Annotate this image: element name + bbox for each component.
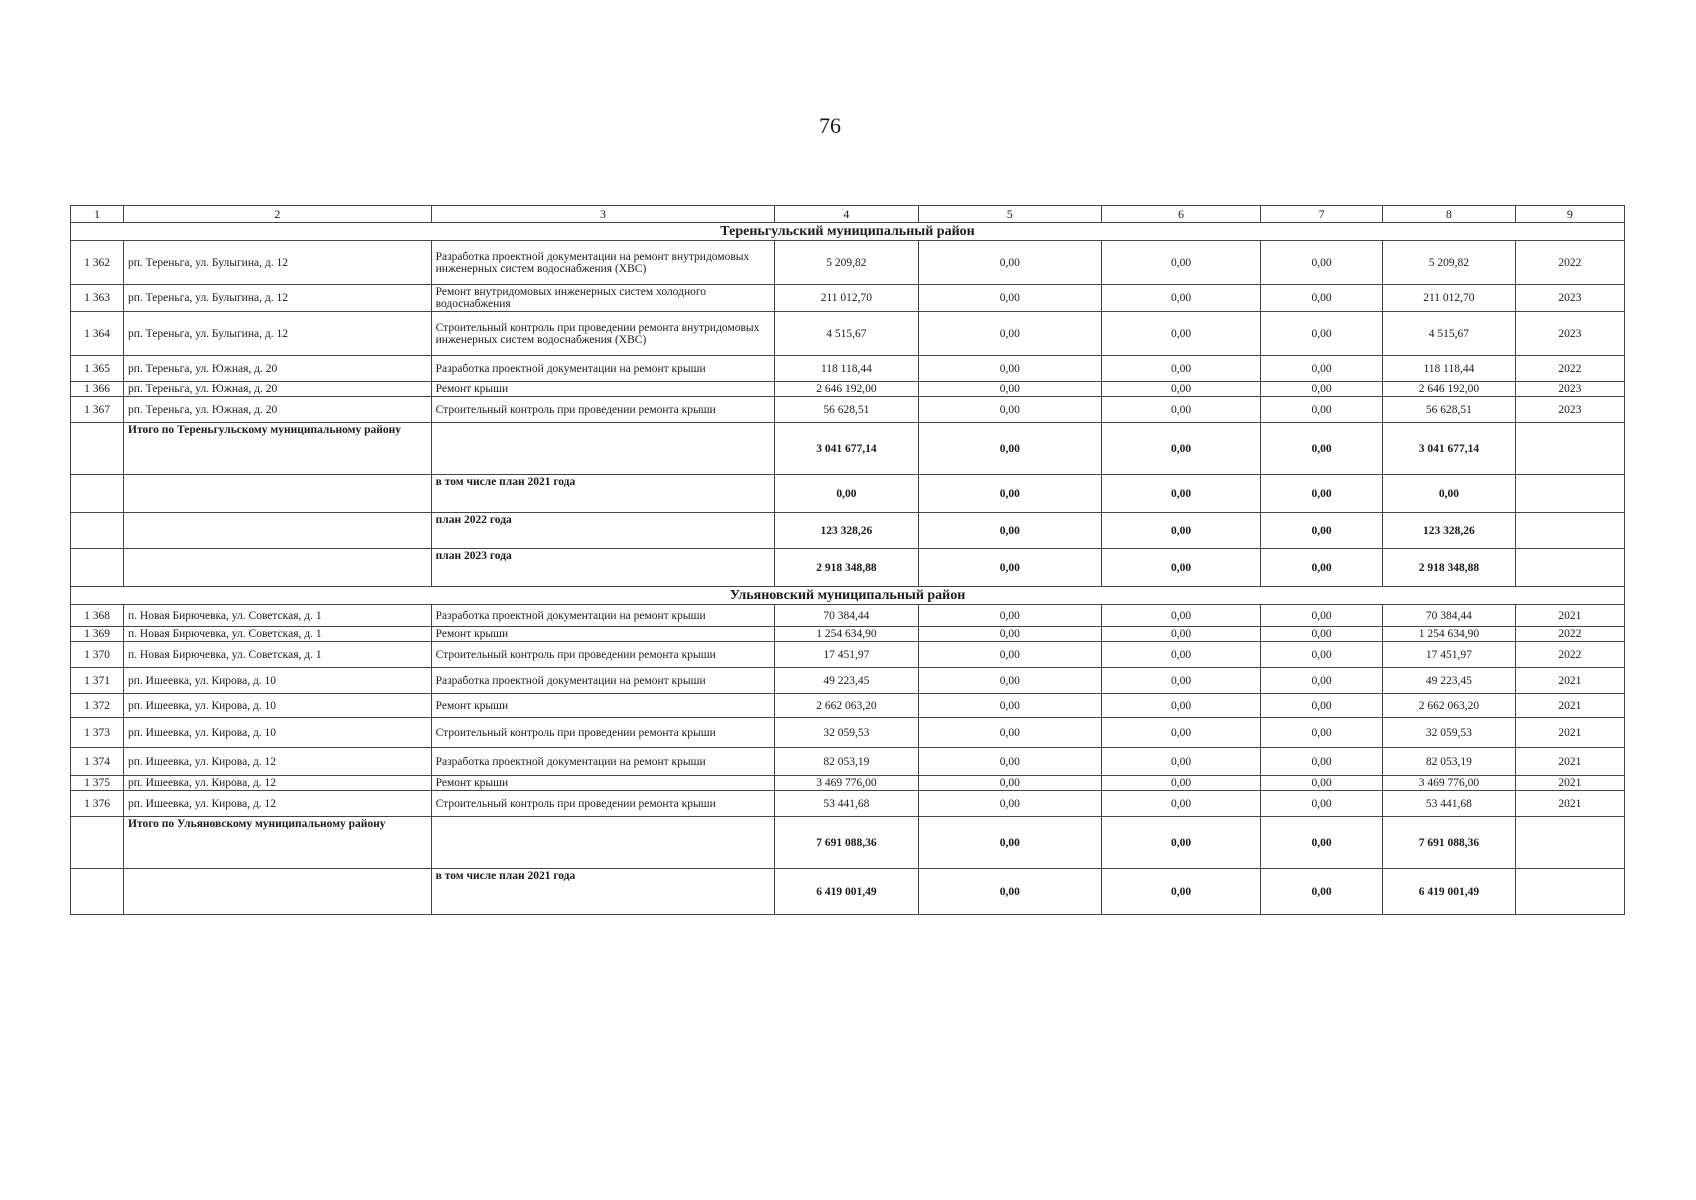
total-value-cell-7: 0,00 [1261,869,1383,915]
total-value-cell-7: 0,00 [1261,513,1383,549]
value-cell-6: 0,00 [1102,718,1261,748]
table-row [71,241,1625,285]
total-value-cell-8: 7 691 088,36 [1383,817,1516,869]
value-cell-5: 0,00 [918,397,1102,423]
column-number: 1 [71,206,124,223]
column-number: 2 [124,206,432,223]
column-number-row [71,206,1625,223]
value-cell-7: 0,00 [1261,642,1383,668]
district-name: Тереньгульский муниципальный район [71,223,1625,241]
repair-plan-table [70,205,1625,915]
value-cell-6: 0,00 [1102,397,1261,423]
value-cell-7: 0,00 [1261,241,1383,285]
value-cell-6: 0,00 [1102,776,1261,791]
total-value-cell-5: 0,00 [918,817,1102,869]
row-number: 1 371 [71,668,124,694]
year-cell: 2023 [1515,285,1624,312]
year-cell: 2022 [1515,356,1624,382]
total-row [71,817,1625,869]
row-number: 1 376 [71,791,124,817]
district-header-row [71,223,1625,241]
total-cost-cell: 56 628,51 [775,397,918,423]
total-plan-label-cell: в том числе план 2021 года [431,475,775,513]
total-value-cell-7: 0,00 [1261,817,1383,869]
address-cell: рп. Ишеевка, ул. Кирова, д. 12 [124,791,432,817]
year-cell: 2021 [1515,791,1624,817]
total-row [71,423,1625,475]
total-value-cell-6: 0,00 [1102,423,1261,475]
work-type-cell: Ремонт крыши [431,694,775,718]
total-label-cell [124,513,432,549]
value-cell-7: 0,00 [1261,356,1383,382]
total-year-cell [1515,817,1624,869]
year-cell: 2021 [1515,694,1624,718]
value-cell-5: 0,00 [918,694,1102,718]
value-cell-7: 0,00 [1261,694,1383,718]
value-cell-7: 0,00 [1261,382,1383,397]
value-cell-6: 0,00 [1102,241,1261,285]
column-number: 7 [1261,206,1383,223]
value-cell-8: 70 384,44 [1383,605,1516,627]
total-cost-cell: 3 041 677,14 [775,423,918,475]
value-cell-7: 0,00 [1261,776,1383,791]
total-value-cell-5: 0,00 [918,549,1102,587]
value-cell-6: 0,00 [1102,642,1261,668]
total-cost-cell: 82 053,19 [775,748,918,776]
row-number: 1 363 [71,285,124,312]
value-cell-8: 5 209,82 [1383,241,1516,285]
table-row [71,791,1625,817]
work-type-cell: Ремонт крыши [431,382,775,397]
total-empty-cell [71,423,124,475]
value-cell-6: 0,00 [1102,382,1261,397]
value-cell-6: 0,00 [1102,627,1261,642]
district-header-row [71,587,1625,605]
total-row [71,549,1625,587]
work-type-cell: Разработка проектной документации на ремонт крыши [431,605,775,627]
work-type-cell: Разработка проектной документации на ремонт крыши [431,356,775,382]
address-cell: рп. Ишеевка, ул. Кирова, д. 10 [124,718,432,748]
total-value-cell-6: 0,00 [1102,817,1261,869]
work-type-cell: Строительный контроль при проведении ремонта внутридомовых инженерных систем водоснабжения (ХВС) [431,312,775,356]
total-plan-label-cell [431,817,775,869]
value-cell-8: 4 515,67 [1383,312,1516,356]
address-cell: рп. Тереньга, ул. Южная, д. 20 [124,356,432,382]
value-cell-7: 0,00 [1261,668,1383,694]
total-cost-cell: 0,00 [775,475,918,513]
address-cell: рп. Ишеевка, ул. Кирова, д. 12 [124,776,432,791]
column-number: 5 [918,206,1102,223]
total-cost-cell: 3 469 776,00 [775,776,918,791]
value-cell-8: 2 646 192,00 [1383,382,1516,397]
value-cell-5: 0,00 [918,356,1102,382]
year-cell: 2022 [1515,241,1624,285]
row-number: 1 367 [71,397,124,423]
value-cell-8: 49 223,45 [1383,668,1516,694]
address-cell: рп. Тереньга, ул. Южная, д. 20 [124,397,432,423]
value-cell-5: 0,00 [918,627,1102,642]
value-cell-6: 0,00 [1102,791,1261,817]
address-cell: рп. Тереньга, ул. Булыгина, д. 12 [124,285,432,312]
value-cell-5: 0,00 [918,718,1102,748]
value-cell-7: 0,00 [1261,397,1383,423]
total-cost-cell: 70 384,44 [775,605,918,627]
total-cost-cell: 211 012,70 [775,285,918,312]
total-row [71,869,1625,915]
total-cost-cell: 53 441,68 [775,791,918,817]
table-row [71,397,1625,423]
total-value-cell-7: 0,00 [1261,475,1383,513]
value-cell-8: 118 118,44 [1383,356,1516,382]
total-row [71,513,1625,549]
column-number: 8 [1383,206,1516,223]
value-cell-6: 0,00 [1102,285,1261,312]
value-cell-6: 0,00 [1102,605,1261,627]
value-cell-7: 0,00 [1261,718,1383,748]
value-cell-8: 211 012,70 [1383,285,1516,312]
total-cost-cell: 5 209,82 [775,241,918,285]
table-row [71,718,1625,748]
total-cost-cell: 2 662 063,20 [775,694,918,718]
row-number: 1 368 [71,605,124,627]
value-cell-5: 0,00 [918,748,1102,776]
year-cell: 2021 [1515,718,1624,748]
total-cost-cell: 2 646 192,00 [775,382,918,397]
total-cost-cell: 49 223,45 [775,668,918,694]
value-cell-7: 0,00 [1261,748,1383,776]
value-cell-5: 0,00 [918,776,1102,791]
total-value-cell-6: 0,00 [1102,549,1261,587]
total-empty-cell [71,513,124,549]
table-row [71,382,1625,397]
table-row [71,642,1625,668]
column-number: 3 [431,206,775,223]
total-value-cell-8: 2 918 348,88 [1383,549,1516,587]
total-cost-cell: 118 118,44 [775,356,918,382]
value-cell-8: 82 053,19 [1383,748,1516,776]
value-cell-5: 0,00 [918,668,1102,694]
total-label-cell: Итого по Тереньгульскому муниципальному району [124,423,432,475]
row-number: 1 364 [71,312,124,356]
address-cell: рп. Ишеевка, ул. Кирова, д. 10 [124,694,432,718]
row-number: 1 362 [71,241,124,285]
total-row [71,475,1625,513]
total-cost-cell: 7 691 088,36 [775,817,918,869]
table-row [71,356,1625,382]
table-row [71,776,1625,791]
table-row [71,312,1625,356]
address-cell: рп. Тереньга, ул. Булыгина, д. 12 [124,312,432,356]
value-cell-6: 0,00 [1102,356,1261,382]
table-row [71,605,1625,627]
year-cell: 2021 [1515,776,1624,791]
total-value-cell-6: 0,00 [1102,475,1261,513]
row-number: 1 375 [71,776,124,791]
total-plan-label-cell: план 2023 года [431,549,775,587]
total-plan-label-cell: в том числе план 2021 года [431,869,775,915]
row-number: 1 369 [71,627,124,642]
value-cell-7: 0,00 [1261,627,1383,642]
total-label-cell [124,549,432,587]
total-value-cell-7: 0,00 [1261,423,1383,475]
year-cell: 2021 [1515,748,1624,776]
column-number: 4 [775,206,918,223]
column-number: 9 [1515,206,1624,223]
year-cell: 2023 [1515,382,1624,397]
total-empty-cell [71,475,124,513]
year-cell: 2023 [1515,312,1624,356]
row-number: 1 366 [71,382,124,397]
value-cell-6: 0,00 [1102,312,1261,356]
row-number: 1 365 [71,356,124,382]
value-cell-5: 0,00 [918,605,1102,627]
total-cost-cell: 2 918 348,88 [775,549,918,587]
value-cell-5: 0,00 [918,791,1102,817]
total-label-cell [124,475,432,513]
address-cell: рп. Тереньга, ул. Южная, д. 20 [124,382,432,397]
total-year-cell [1515,549,1624,587]
value-cell-7: 0,00 [1261,312,1383,356]
table-row [71,668,1625,694]
value-cell-8: 53 441,68 [1383,791,1516,817]
total-cost-cell: 1 254 634,90 [775,627,918,642]
total-cost-cell: 123 328,26 [775,513,918,549]
value-cell-7: 0,00 [1261,285,1383,312]
column-number: 6 [1102,206,1261,223]
year-cell: 2022 [1515,642,1624,668]
district-name: Ульяновский муниципальный район [71,587,1625,605]
total-label-cell: Итого по Ульяновскому муниципальному району [124,817,432,869]
table-row [71,627,1625,642]
year-cell: 2022 [1515,627,1624,642]
total-value-cell-6: 0,00 [1102,513,1261,549]
value-cell-8: 3 469 776,00 [1383,776,1516,791]
work-type-cell: Ремонт крыши [431,776,775,791]
total-value-cell-5: 0,00 [918,513,1102,549]
value-cell-8: 17 451,97 [1383,642,1516,668]
value-cell-7: 0,00 [1261,791,1383,817]
address-cell: п. Новая Бирючевка, ул. Советская, д. 1 [124,642,432,668]
value-cell-8: 32 059,53 [1383,718,1516,748]
total-value-cell-5: 0,00 [918,869,1102,915]
row-number: 1 374 [71,748,124,776]
total-plan-label-cell: план 2022 года [431,513,775,549]
work-type-cell: Разработка проектной документации на ремонт крыши [431,748,775,776]
row-number: 1 370 [71,642,124,668]
value-cell-5: 0,00 [918,312,1102,356]
total-cost-cell: 4 515,67 [775,312,918,356]
total-year-cell [1515,423,1624,475]
work-type-cell: Строительный контроль при проведении ремонта крыши [431,397,775,423]
value-cell-5: 0,00 [918,241,1102,285]
work-type-cell: Ремонт крыши [431,627,775,642]
total-year-cell [1515,475,1624,513]
total-cost-cell: 17 451,97 [775,642,918,668]
value-cell-6: 0,00 [1102,694,1261,718]
value-cell-8: 56 628,51 [1383,397,1516,423]
year-cell: 2021 [1515,668,1624,694]
value-cell-5: 0,00 [918,642,1102,668]
page-number: 76 [819,113,841,138]
total-empty-cell [71,869,124,915]
total-empty-cell [71,817,124,869]
row-number: 1 372 [71,694,124,718]
table-body [71,206,1625,915]
address-cell: рп. Тереньга, ул. Булыгина, д. 12 [124,241,432,285]
total-value-cell-6: 0,00 [1102,869,1261,915]
work-type-cell: Разработка проектной документации на ремонт внутридомовых инженерных систем водоснабжения (ХВС) [431,241,775,285]
work-type-cell: Ремонт внутридомовых инженерных систем холодного водоснабжения [431,285,775,312]
value-cell-5: 0,00 [918,285,1102,312]
work-type-cell: Строительный контроль при проведении ремонта крыши [431,791,775,817]
address-cell: рп. Ишеевка, ул. Кирова, д. 10 [124,668,432,694]
work-type-cell: Строительный контроль при проведении ремонта крыши [431,718,775,748]
total-cost-cell: 6 419 001,49 [775,869,918,915]
year-cell: 2021 [1515,605,1624,627]
total-cost-cell: 32 059,53 [775,718,918,748]
total-value-cell-5: 0,00 [918,423,1102,475]
total-value-cell-8: 3 041 677,14 [1383,423,1516,475]
total-empty-cell [71,549,124,587]
value-cell-7: 0,00 [1261,605,1383,627]
total-value-cell-5: 0,00 [918,475,1102,513]
total-value-cell-8: 6 419 001,49 [1383,869,1516,915]
work-type-cell: Разработка проектной документации на ремонт крыши [431,668,775,694]
total-plan-label-cell [431,423,775,475]
total-year-cell [1515,869,1624,915]
table-row [71,748,1625,776]
address-cell: п. Новая Бирючевка, ул. Советская, д. 1 [124,605,432,627]
value-cell-8: 2 662 063,20 [1383,694,1516,718]
table-row [71,694,1625,718]
address-cell: рп. Ишеевка, ул. Кирова, д. 12 [124,748,432,776]
total-value-cell-7: 0,00 [1261,549,1383,587]
total-year-cell [1515,513,1624,549]
value-cell-6: 0,00 [1102,748,1261,776]
value-cell-8: 1 254 634,90 [1383,627,1516,642]
row-number: 1 373 [71,718,124,748]
table-row [71,285,1625,312]
work-type-cell: Строительный контроль при проведении ремонта крыши [431,642,775,668]
address-cell: п. Новая Бирючевка, ул. Советская, д. 1 [124,627,432,642]
value-cell-5: 0,00 [918,382,1102,397]
total-value-cell-8: 123 328,26 [1383,513,1516,549]
total-value-cell-8: 0,00 [1383,475,1516,513]
year-cell: 2023 [1515,397,1624,423]
value-cell-6: 0,00 [1102,668,1261,694]
total-label-cell [124,869,432,915]
